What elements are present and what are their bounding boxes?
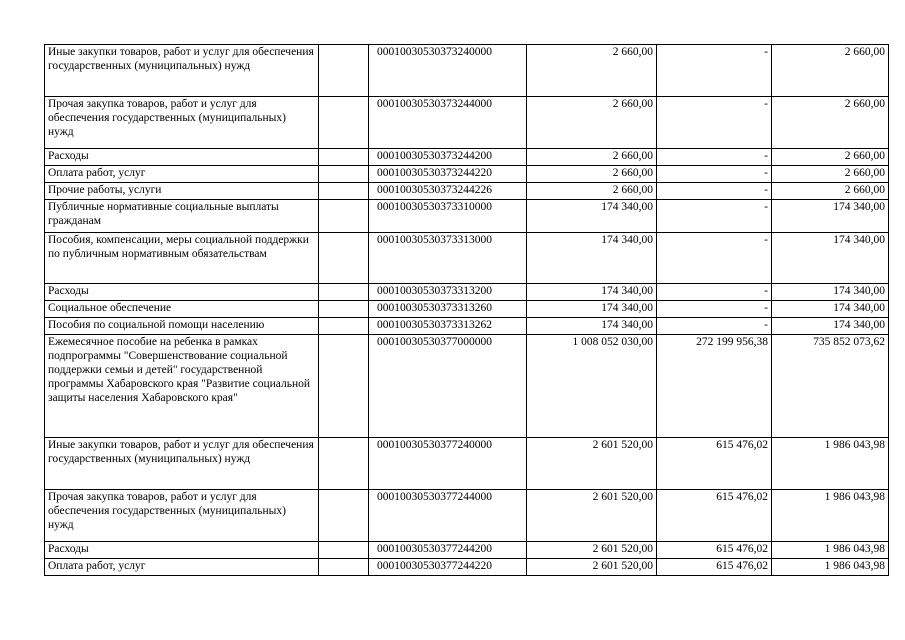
- spacer-cell: [319, 318, 369, 335]
- row-code: 00010030530373313200: [369, 284, 527, 301]
- row-unexecuted: 1 986 043,98: [772, 559, 889, 576]
- spacer-cell: [319, 438, 369, 490]
- spacer-cell: [319, 542, 369, 559]
- row-code: 00010030530377000000: [369, 335, 527, 438]
- row-unexecuted: 174 340,00: [772, 284, 889, 301]
- spacer-cell: [319, 183, 369, 200]
- row-approved: 2 660,00: [527, 183, 657, 200]
- row-code: 00010030530373244000: [369, 97, 527, 149]
- row-executed: 615 476,02: [657, 490, 772, 542]
- table-row: [45, 45, 889, 97]
- row-code: 00010030530373244220: [369, 166, 527, 183]
- row-executed: 615 476,02: [657, 559, 772, 576]
- row-name: Иные закупки товаров, работ и услуг для обеспечения государственных (муниципальных) нужд: [45, 45, 319, 97]
- row-approved: 2 660,00: [527, 45, 657, 97]
- table-row: [45, 166, 889, 183]
- row-code: 00010030530373313260: [369, 301, 527, 318]
- row-executed: 615 476,02: [657, 542, 772, 559]
- row-executed: -: [657, 149, 772, 166]
- table-row: [45, 183, 889, 200]
- row-unexecuted: 1 986 043,98: [772, 542, 889, 559]
- row-executed: 615 476,02: [657, 438, 772, 490]
- row-executed: -: [657, 97, 772, 149]
- row-name: Социальное обеспечение: [45, 301, 319, 318]
- row-approved: 174 340,00: [527, 200, 657, 233]
- table-body: [45, 45, 889, 576]
- row-name: Расходы: [45, 542, 319, 559]
- row-executed: -: [657, 284, 772, 301]
- row-executed: -: [657, 200, 772, 233]
- spacer-cell: [319, 97, 369, 149]
- table-row: [45, 284, 889, 301]
- spacer-cell: [319, 166, 369, 183]
- row-name: Расходы: [45, 284, 319, 301]
- table-row: [45, 97, 889, 149]
- row-name: Оплата работ, услуг: [45, 166, 319, 183]
- table-row: [45, 542, 889, 559]
- row-code: 00010030530373313262: [369, 318, 527, 335]
- row-code: 00010030530377244200: [369, 542, 527, 559]
- row-name: Прочие работы, услуги: [45, 183, 319, 200]
- table-row: [45, 490, 889, 542]
- row-executed: -: [657, 166, 772, 183]
- spacer-cell: [319, 233, 369, 284]
- spacer-cell: [319, 559, 369, 576]
- row-name: Оплата работ, услуг: [45, 559, 319, 576]
- row-approved: 2 601 520,00: [527, 438, 657, 490]
- row-approved: 2 660,00: [527, 166, 657, 183]
- row-executed: -: [657, 45, 772, 97]
- spacer-cell: [319, 490, 369, 542]
- row-unexecuted: 1 986 043,98: [772, 490, 889, 542]
- row-approved: 2 601 520,00: [527, 542, 657, 559]
- row-name: Пособия, компенсации, меры социальной поддержки по публичным нормативным обязательствам: [45, 233, 319, 284]
- spacer-cell: [319, 284, 369, 301]
- row-unexecuted: 174 340,00: [772, 233, 889, 284]
- row-approved: 174 340,00: [527, 301, 657, 318]
- row-approved: 174 340,00: [527, 284, 657, 301]
- row-unexecuted: 1 986 043,98: [772, 438, 889, 490]
- row-unexecuted: 174 340,00: [772, 318, 889, 335]
- row-name: Ежемесячное пособие на ребенка в рамках подпрограммы "Совершенствование социальной поддержки семьи и детей" государственной программы Хабаровского края "Развитие социальной защиты населения Хабаровского края": [45, 335, 319, 438]
- row-executed: -: [657, 318, 772, 335]
- row-approved: 1 008 052 030,00: [527, 335, 657, 438]
- row-unexecuted: 174 340,00: [772, 301, 889, 318]
- row-name: Прочая закупка товаров, работ и услуг для обеспечения государственных (муниципальных) нужд: [45, 97, 319, 149]
- row-code: 00010030530377244000: [369, 490, 527, 542]
- row-name: Иные закупки товаров, работ и услуг для обеспечения государственных (муниципальных) нужд: [45, 438, 319, 490]
- table-row: [45, 335, 889, 438]
- row-code: 00010030530373313000: [369, 233, 527, 284]
- table-row: [45, 301, 889, 318]
- budget-execution-table: [44, 44, 889, 576]
- row-executed: -: [657, 183, 772, 200]
- spacer-cell: [319, 335, 369, 438]
- row-executed: -: [657, 233, 772, 284]
- row-executed: 272 199 956,38: [657, 335, 772, 438]
- spacer-cell: [319, 301, 369, 318]
- table-row: [45, 200, 889, 233]
- row-approved: 174 340,00: [527, 318, 657, 335]
- row-approved: 2 660,00: [527, 149, 657, 166]
- row-unexecuted: 2 660,00: [772, 166, 889, 183]
- row-code: 00010030530373240000: [369, 45, 527, 97]
- row-unexecuted: 174 340,00: [772, 200, 889, 233]
- spacer-cell: [319, 200, 369, 233]
- row-code: 00010030530373310000: [369, 200, 527, 233]
- row-approved: 174 340,00: [527, 233, 657, 284]
- table-row: [45, 318, 889, 335]
- row-unexecuted: 2 660,00: [772, 149, 889, 166]
- row-name: Публичные нормативные социальные выплаты гражданам: [45, 200, 319, 233]
- row-approved: 2 601 520,00: [527, 559, 657, 576]
- row-unexecuted: 735 852 073,62: [772, 335, 889, 438]
- row-name: Прочая закупка товаров, работ и услуг для обеспечения государственных (муниципальных) нужд: [45, 490, 319, 542]
- row-name: Пособия по социальной помощи населению: [45, 318, 319, 335]
- row-code: 00010030530373244226: [369, 183, 527, 200]
- table-row: [45, 438, 889, 490]
- table-row: [45, 233, 889, 284]
- row-unexecuted: 2 660,00: [772, 183, 889, 200]
- row-executed: -: [657, 301, 772, 318]
- row-code: 00010030530373244200: [369, 149, 527, 166]
- table-row: [45, 149, 889, 166]
- spacer-cell: [319, 149, 369, 166]
- row-unexecuted: 2 660,00: [772, 97, 889, 149]
- row-name: Расходы: [45, 149, 319, 166]
- row-code: 00010030530377244220: [369, 559, 527, 576]
- row-approved: 2 601 520,00: [527, 490, 657, 542]
- spacer-cell: [319, 45, 369, 97]
- row-code: 00010030530377240000: [369, 438, 527, 490]
- row-approved: 2 660,00: [527, 97, 657, 149]
- row-unexecuted: 2 660,00: [772, 45, 889, 97]
- table-row: [45, 559, 889, 576]
